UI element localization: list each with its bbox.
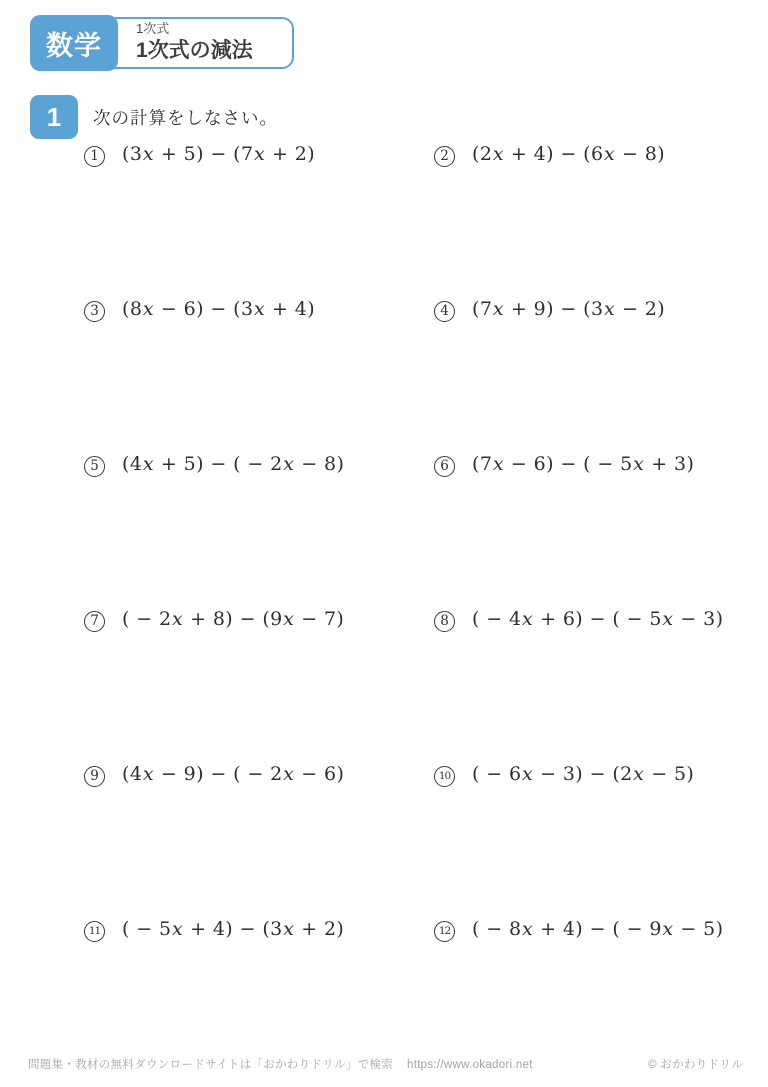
- problem-expression: (3x + 5) − (7x + 2): [122, 143, 316, 165]
- problem-number: 6: [434, 456, 455, 477]
- problem-number: 10: [434, 766, 455, 787]
- problem-8: [434, 608, 744, 763]
- problem-4: [434, 298, 744, 453]
- worksheet-header: [30, 15, 294, 71]
- problem-expression: ( − 4x + 6) − ( − 5x − 3): [472, 608, 724, 630]
- problem-expression: (7x + 9) − (3x − 2): [472, 298, 666, 320]
- problem-number: 4: [434, 301, 455, 322]
- page-footer: [28, 1056, 743, 1072]
- problem-number: 11: [84, 921, 105, 942]
- footer-copyright: © おかわりドリル: [648, 1059, 743, 1071]
- problem-expression: (4x − 9) − ( − 2x − 6): [122, 763, 345, 785]
- problem-number: 9: [84, 766, 105, 787]
- problem-11: [84, 918, 434, 1073]
- page-title: 1次式の減法: [136, 38, 253, 62]
- problem-expression: ( − 2x + 8) − (9x − 7): [122, 608, 345, 630]
- problem-1: [84, 143, 434, 298]
- problem-number: 8: [434, 611, 455, 632]
- subject-badge: [30, 15, 118, 71]
- problem-expression: (7x − 6) − ( − 5x + 3): [472, 453, 695, 475]
- problem-number: 1: [84, 146, 105, 167]
- section-number: 1: [46, 101, 62, 132]
- problem-expression: (4x + 5) − ( − 2x − 8): [122, 453, 345, 475]
- section-heading: [30, 95, 278, 139]
- problem-12: [434, 918, 744, 1073]
- problem-number: 12: [434, 921, 455, 942]
- unit-label: 1次式: [136, 21, 170, 37]
- title-box: [104, 17, 294, 69]
- problem-6: [434, 453, 744, 608]
- problem-number: 7: [84, 611, 105, 632]
- problem-expression: ( − 8x + 4) − ( − 9x − 5): [472, 918, 724, 940]
- footer-left: [28, 1056, 533, 1072]
- problem-5: [84, 453, 434, 608]
- problem-10: [434, 763, 744, 918]
- section-number-badge: [30, 95, 78, 139]
- instruction-text: 次の計算をしなさい。: [93, 107, 278, 128]
- problem-2: [434, 143, 744, 298]
- problem-7: [84, 608, 434, 763]
- footer-search-hint: 問題集・教材の無料ダウンロードサイトは「おかわりドリル」で検索: [28, 1059, 393, 1071]
- problem-number: 3: [84, 301, 105, 322]
- problem-3: [84, 298, 434, 453]
- problem-grid: [84, 143, 744, 1073]
- problem-expression: ( − 6x − 3) − (2x − 5): [472, 763, 695, 785]
- footer-url: https://www.okadori.net: [407, 1059, 533, 1071]
- problem-expression: ( − 5x + 4) − (3x + 2): [122, 918, 345, 940]
- subject-label: 数学: [46, 30, 102, 61]
- problem-9: [84, 763, 434, 918]
- problem-number: 2: [434, 146, 455, 167]
- problem-number: 5: [84, 456, 105, 477]
- problem-expression: (2x + 4) − (6x − 8): [472, 143, 666, 165]
- problem-expression: (8x − 6) − (3x + 4): [122, 298, 316, 320]
